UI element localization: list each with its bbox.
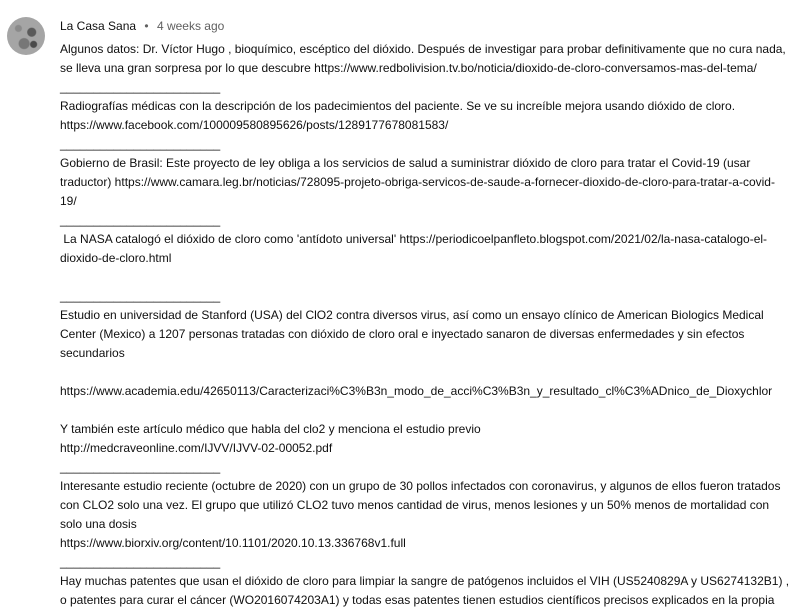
comment-timestamp[interactable]: 4 weeks ago <box>156 19 225 33</box>
comment-header <box>60 18 224 34</box>
author-name[interactable]: La Casa Sana <box>60 19 137 33</box>
header-separator: • <box>144 19 149 33</box>
avatar[interactable] <box>7 17 45 55</box>
comment-text: Algunos datos: Dr. Víctor Hugo , bioquímico, escéptico del dióxido. Después de investigar para probar definitivamente que no cura nada, se lleva una gran sorpresa por lo que descubre https://www.redbolivision.tv.bo/noticia/dioxido-de-cloro-conversamos-mas-del-tema/ ________________________ Radiografías médicas con la descripción de los padecimientos del paciente. Se ve su increíble mejora usando dióxido de cloro. https://www.facebook.com/100009580895626/posts/1289177678081583/ ________________________ Gobierno de Brasil: Este proyecto de ley obliga a los servicios de salud a suministrar dióxido de cloro para tratar el Covid-19 (usar traductor) https://www.camara.leg.br/noticias/728095-projeto-obriga-servicos-de-saude-a-fornecer-dioxido-de-cloro-para-tratar-a-covid-19/ ________________________ La NASA catalogó el dióxido de cloro como 'antídoto universal' https://periodicoelpanfleto.blogspot.com/2021/02/la-nasa-catalogo-el-dioxido-de-cloro.html ________________________ Estudio en universidad de Stanford (USA) del ClO2 contra diversos virus, así como un ensayo clínico de American Biologics Medical Center (Mexico) a 1207 personas tratadas con dióxido de cloro oral e inyectado sanaron de diversas enfermedades y sin efectos secundarios https://www.academia.edu/42650113/Caracterizaci%C3%B3n_modo_de_acci%C3%B3n_y_resultado_cl%C3%ADnico_de_Dioxychlor Y también este artículo médico que habla del clo2 y menciona el estudio previo http://medcraveonline.com/IJVV/IJVV-02-00052.pdf ________________________ Interesante estudio reciente (octubre de 2020) con un grupo de 30 pollos infectados con coronavirus, y algunos de ellos fueron tratados con CLO2 solo una vez. El grupo que utilizó CLO2 tuvo menos cantidad de virus, menos lesiones y un 50% menos de mortalidad con solo una dosis https://www.biorxiv.org/content/10.1101/2020.10.13.336768v1.full ________________________ Hay muchas patentes que usan el dióxido de cloro para limpiar la sangre de patógenos incluidos el VIH (US5240829A y US6274132B1) , o patentes para curar el cáncer (WO2016074203A1) y todas esas patentes tienen estudios científicos precisos explicados en la propia <box>60 42 790 607</box>
